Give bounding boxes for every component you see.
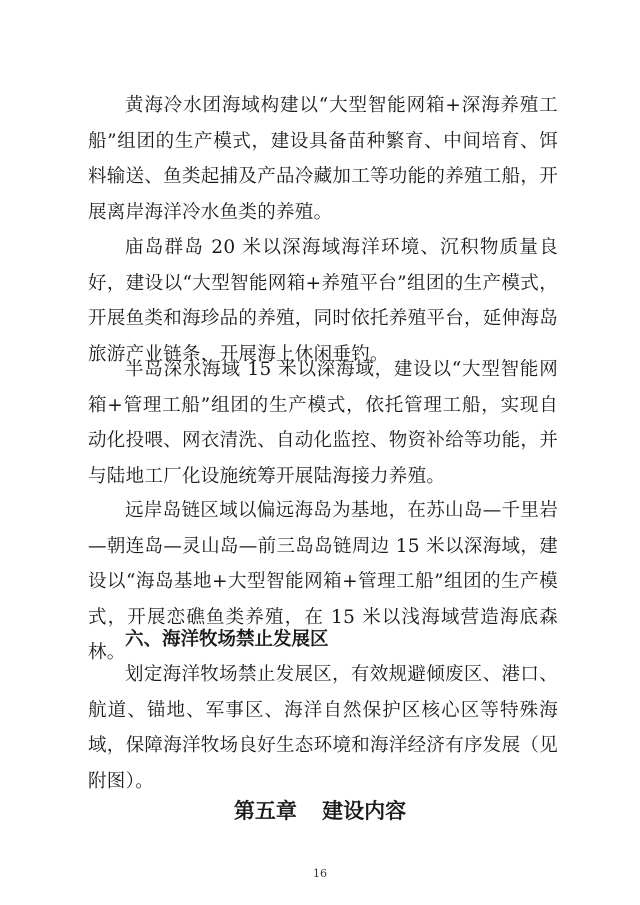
paragraph-miaodao-islands: 庙岛群岛 20 米以深海域海洋环境、沉积物质量良好，建设以“大型智能网箱+养殖平台”组团的生产模式，开展鱼类和海珍品的养殖，同时依托养殖平台，延伸海岛旅游产业链条，开展海上休闲垂钓。 (88, 237, 559, 365)
paragraph-offshore-island-chain: 远岸岛链区域以偏远海岛为基地，在苏山岛—千里岩—朝连岛—灵山岛—前三岛岛链周边 15 米以深海域，建设以“海岛基地+大型智能网箱+管理工船”组团的生产模式，开展恋礁鱼类养殖，在 15 米以浅海域营造海底森林。 (88, 500, 558, 663)
section-heading: 六、海洋牧场禁止发展区 (125, 629, 329, 650)
chapter-title: 第五章 建设内容 (233, 799, 407, 823)
paragraph-cold-water-mass: 黄海冷水团海域构建以“大型智能网箱+深海养殖工船”组团的生产模式，建设具备苗种繁育、中间培育、饵料输送、鱼类起捕及产品冷藏加工等功能的养殖工船，开展离岸海洋冷水鱼类的养殖。 (88, 95, 559, 223)
paragraph-prohibited-zone: 划定海洋牧场禁止发展区，有效规避倾废区、港口、航道、锚地、军事区、海洋自然保护区核心区等特殊海域，保障海洋牧场良好生态环境和海洋经济有序发展（见附图）。 (88, 664, 559, 792)
paragraph-peninsula-deep-water: 半岛深水海域 15 米以深海域，建设以“大型智能网箱+管理工船”组团的生产模式，依托管理工船，实现自动化投喂、网衣清洗、自动化监控、物资补给等功能，并与陆地工厂化设施统筹开展陆海接力养殖。 (88, 359, 559, 487)
page-number: 16 (313, 867, 327, 880)
